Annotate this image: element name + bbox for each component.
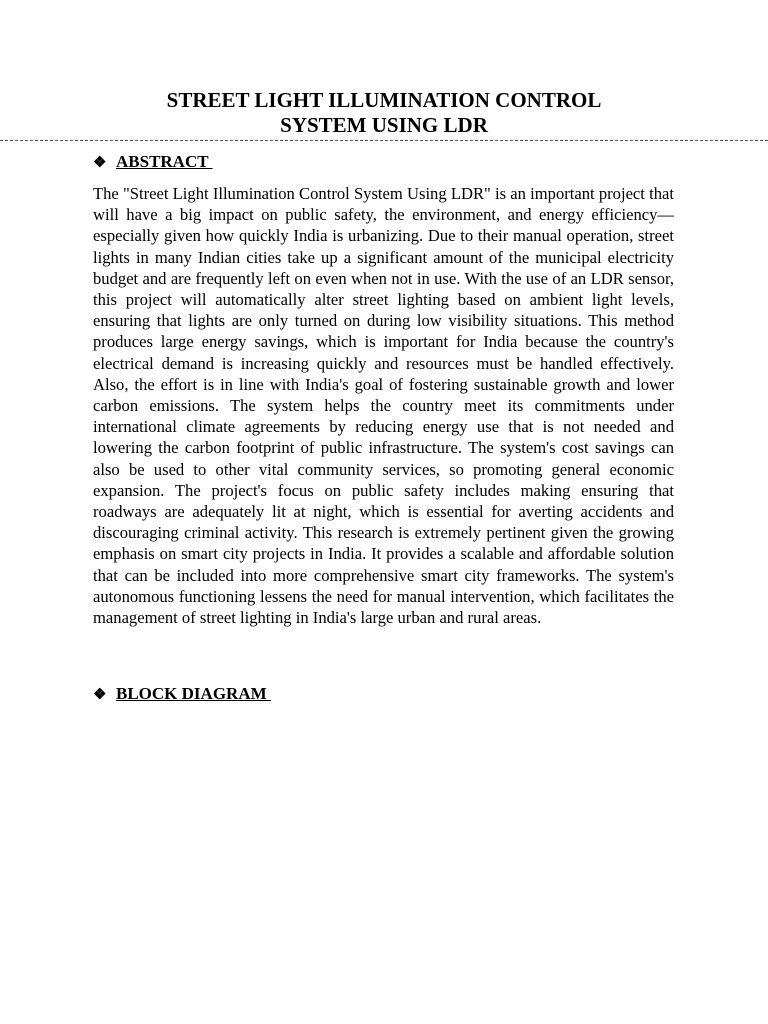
block-diagram-heading [93, 684, 271, 705]
abstract-paragraph: The "Street Light Illumination Control System Using LDR" is an important project that will have a big impact on public safety, the environment, and energy efficiency—especially given how quickly India is urbanizing. Due to their manual operation, street lights in many Indian cities take up a significant amount of the municipal electricity budget and are frequently left on even when not in use. With the use of an LDR sensor, this project will automatically alter street lighting based on ambient light levels, ensuring that lights are only turned on during low visibility situations. This method produces large energy savings, which is important for India because the country's electrical demand is increasing quickly and resources must be handled effectively. Also, the effort is in line with India's goal of fostering sustainable growth and lower carbon emissions. The system helps the country meet its commitments under international climate agreements by reducing energy use that is not needed and lowering the carbon footprint of public infrastructure. The system's cost savings can also be used to other vital community services, so promoting general economic expansion. The project's focus on public safety includes making ensuring that roadways are adequately lit at night, which is essential for averting accidents and discouraging criminal activity. This research is extremely pertinent given the growing emphasis on smart city projects in India. It provides a scalable and affordable solution that can be included into more comprehensive smart city frameworks. The system's autonomous functioning lessens the need for manual intervention, which facilitates the management of street lighting in India's large urban and rural areas. [93, 184, 674, 628]
title-line-1: STREET LIGHT ILLUMINATION CONTROL [166, 88, 602, 112]
abstract-heading-label: ABSTRACT [116, 152, 213, 171]
header-divider [0, 140, 768, 141]
title-line-2: SYSTEM USING LDR [280, 113, 488, 137]
diamond-bullet-icon: ❖ [93, 155, 107, 171]
diamond-bullet-icon: ❖ [93, 687, 107, 703]
abstract-heading [93, 152, 213, 173]
page-title [0, 88, 768, 138]
block-diagram-heading-label: BLOCK DIAGRAM [116, 684, 271, 703]
